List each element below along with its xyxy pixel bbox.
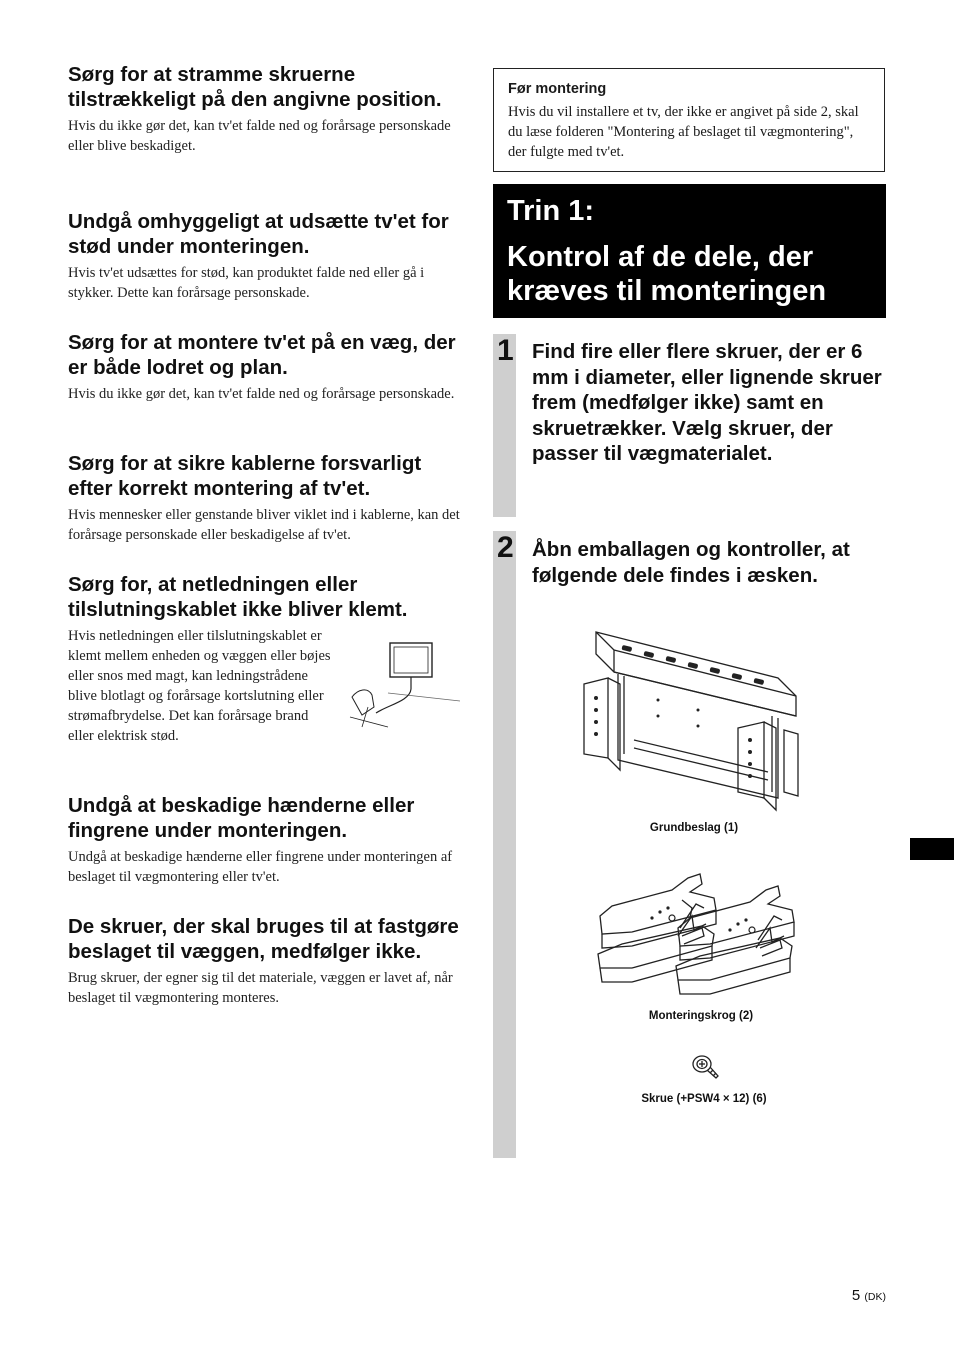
step-number: 2	[497, 531, 514, 564]
pinched-cable-illustration	[348, 637, 460, 732]
screw-icon	[690, 1052, 722, 1084]
note-body: Hvis du vil installere et tv, der ikke er angivet på side 2, skal du læse folderen "Montering af beslaget til vægmontering", der fulgte med tv'et.	[508, 104, 859, 160]
before-mounting-note	[493, 68, 885, 172]
section-title: De skruer, der skal bruges til at fastgøre beslaget til væggen, medfølger ikke.	[68, 915, 459, 963]
section-title: Undgå omhyggeligt at udsætte tv'et for stød under monteringen.	[68, 210, 449, 258]
section-title: Sørg for at montere tv'et på en væg, der er både lodret og plan.	[68, 331, 456, 379]
section-title: Sørg for, at netledningen eller tilslutningskablet ikke bliver klemt.	[68, 573, 408, 621]
section-body: Brug skruer, der egner sig til det materiale, væggen er lavet af, når beslaget til vægmontering monteres.	[68, 970, 453, 1006]
part-caption: Skrue (+PSW4 × 12) (6)	[641, 1093, 767, 1105]
step-bar	[493, 531, 516, 1158]
step-banner	[493, 184, 886, 318]
section-title: Undgå at beskadige hænderne eller fingrene under monteringen.	[68, 794, 415, 842]
section-body: Hvis tv'et udsættes for stød, kan produktet falde ned eller gå i stykker. Dette kan forårsage personskade.	[68, 265, 425, 301]
step-text: Åbn emballagen og kontroller, at følgende dele findes i æsken.	[532, 538, 850, 587]
page-number-suffix: (DK)	[864, 1291, 886, 1303]
section-body: Hvis mennesker eller genstande bliver viklet ind i kablerne, kan det forårsage personskade eller beskadigelse af tv'et.	[68, 507, 460, 543]
banner-heading: Kontrol af de dele, der kræves til monteringen	[507, 241, 827, 307]
section-wall-screws	[68, 914, 460, 1008]
step-text: Find fire eller flere skruer, der er 6 mm i diameter, eller lignende skruer frem (medfølger ikke) samt en skruetrækker. Vælg skruer, der passer til vægmaterialet.	[532, 340, 882, 465]
page-number	[852, 1287, 886, 1304]
section-title: Sørg for at stramme skruerne tilstrækkeligt på den angivne position.	[68, 63, 442, 111]
side-tab-marker	[910, 838, 954, 860]
section-body: Hvis netledningen eller tilslutningskablet er klemt mellem enheden og væggen eller bøjes eller snos med magt, kan ledningstrådene blive blotlagt og forårsage kortslutning eller strømafbrydelse. Det kan forårsage brand eller elektrisk stød.	[68, 628, 331, 744]
note-title: Før montering	[508, 81, 607, 97]
section-body: Undgå at beskadige hænderne eller fingrene under monteringen af beslaget til vægmontering eller tv'et.	[68, 849, 453, 885]
banner-step-label: Trin 1:	[507, 195, 595, 227]
section-body: Hvis du ikke gør det, kan tv'et falde ned og forårsage personskade.	[68, 386, 455, 402]
part-caption: Grundbeslag (1)	[649, 822, 739, 834]
section-title: Sørg for at sikre kablerne forsvarligt efter korrekt montering af tv'et.	[68, 452, 422, 500]
mounting-hook-illustration	[592, 868, 804, 1004]
part-caption: Monteringskrog (2)	[648, 1010, 754, 1022]
section-body: Hvis du ikke gør det, kan tv'et falde ned og forårsage personskade eller blive beskadiget.	[68, 118, 451, 154]
step-number: 1	[497, 334, 514, 367]
section-avoid-impact	[68, 209, 460, 303]
page-number-value: 5	[851, 1287, 861, 1304]
section-protect-hands	[68, 793, 460, 887]
base-bracket-illustration	[578, 620, 803, 818]
section-tighten-screws	[68, 62, 460, 156]
section-vertical-wall	[68, 330, 460, 404]
section-secure-cables	[68, 451, 460, 545]
